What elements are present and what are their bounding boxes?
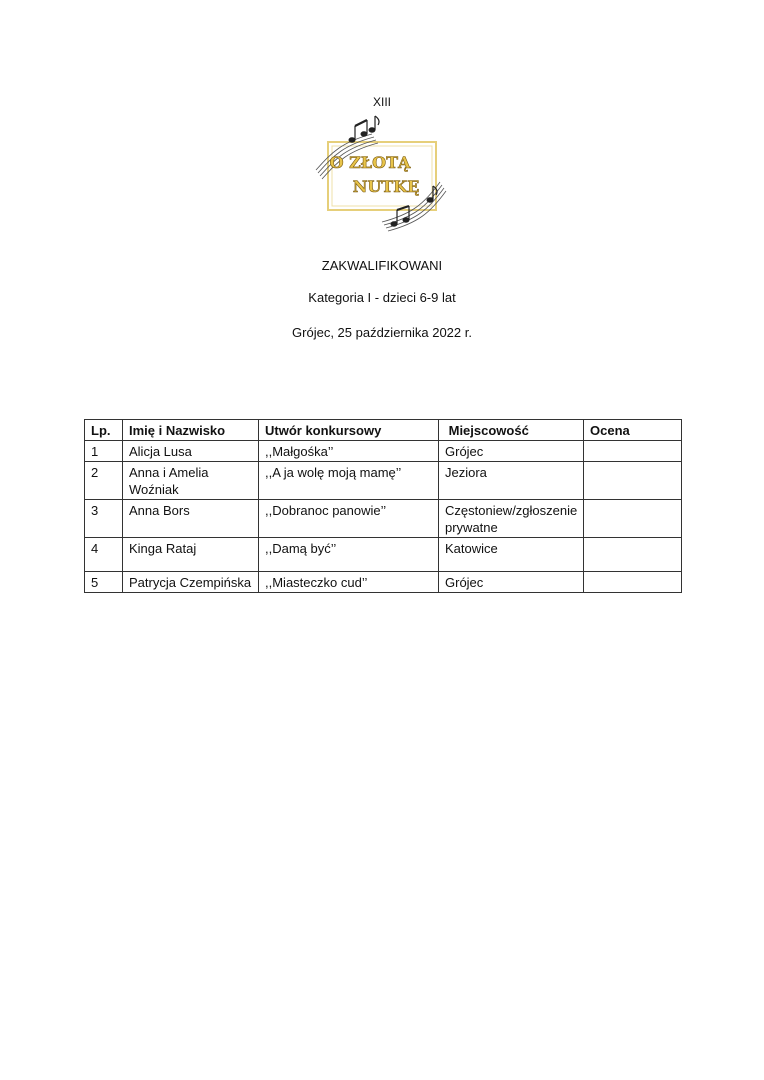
col-header-lp: Lp. bbox=[85, 420, 123, 441]
cell-lp: 4 bbox=[85, 538, 123, 572]
cell-town: Grójec bbox=[439, 572, 584, 593]
cell-piece: ,,Damą być’’ bbox=[259, 538, 439, 572]
place-date: Grójec, 25 października 2022 r. bbox=[292, 325, 472, 340]
cell-piece: ,,Małgośka’’ bbox=[259, 441, 439, 462]
logo-text-line1: O ZŁOTĄ bbox=[329, 153, 411, 172]
cell-name: Kinga Rataj bbox=[123, 538, 259, 572]
table-row bbox=[85, 538, 682, 572]
cell-name: Alicja Lusa bbox=[123, 441, 259, 462]
music-notes-top bbox=[349, 116, 379, 142]
cell-piece: ,,Miasteczko cud’’ bbox=[259, 572, 439, 593]
cell-lp: 2 bbox=[85, 462, 123, 500]
edition-label: XIII bbox=[372, 95, 391, 109]
cell-piece: ,,Dobranoc panowie’’ bbox=[259, 500, 439, 538]
cell-town: Grójec bbox=[439, 441, 584, 462]
cell-lp: 1 bbox=[85, 441, 123, 462]
col-header-town: Miejscowość bbox=[439, 420, 584, 441]
cell-score bbox=[584, 462, 682, 500]
table-row bbox=[85, 462, 682, 500]
cell-name: Patrycja Czempińska bbox=[123, 572, 259, 593]
results-table bbox=[84, 419, 682, 593]
col-header-name: Imię i Nazwisko bbox=[123, 420, 259, 441]
qualified-heading: ZAKWALIFIKOWANI bbox=[321, 258, 443, 273]
cell-town: Katowice bbox=[439, 538, 584, 572]
cell-score bbox=[584, 441, 682, 462]
table-header-row bbox=[85, 420, 682, 441]
cell-name: Anna i Amelia Woźniak bbox=[123, 462, 259, 500]
logo-text-line2: NUTKĘ bbox=[352, 177, 420, 196]
cell-score bbox=[584, 538, 682, 572]
table-row bbox=[85, 500, 682, 538]
category-label: Kategoria I - dzieci 6-9 lat bbox=[308, 290, 456, 305]
col-header-score: Ocena bbox=[584, 420, 682, 441]
col-header-piece: Utwór konkursowy bbox=[259, 420, 439, 441]
cell-town: Częstoniew/zgłoszenie prywatne bbox=[439, 500, 584, 538]
table-row bbox=[85, 441, 682, 462]
cell-lp: 5 bbox=[85, 572, 123, 593]
cell-name: Anna Bors bbox=[123, 500, 259, 538]
cell-score bbox=[584, 572, 682, 593]
cell-lp: 3 bbox=[85, 500, 123, 538]
cell-score bbox=[584, 500, 682, 538]
table-row bbox=[85, 572, 682, 593]
cell-piece: ,,A ja wolę moją mamę’’ bbox=[259, 462, 439, 500]
contest-logo bbox=[312, 112, 448, 238]
cell-town: Jeziora bbox=[439, 462, 584, 500]
